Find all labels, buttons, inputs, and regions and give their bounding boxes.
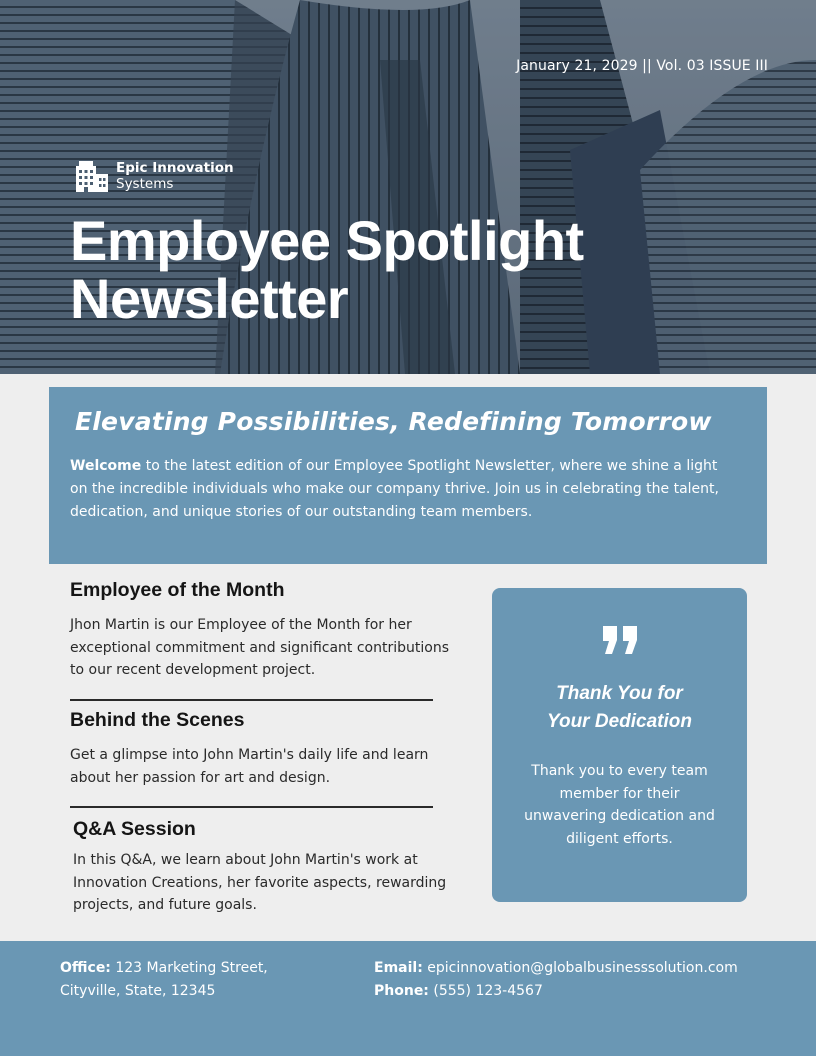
card-title-line2: Your Dedication — [547, 711, 692, 732]
page-title — [70, 209, 584, 330]
section-employee-of-month — [70, 579, 450, 682]
footer-contact — [374, 957, 794, 1003]
issue-date-line: January 21, 2029 || Vol. 03 ISSUE III — [516, 58, 768, 74]
email-label: Email: — [374, 960, 423, 976]
brand-name-line1: Epic Innovation — [116, 160, 234, 176]
hero-banner — [0, 0, 816, 374]
section-title: Q&A Session — [73, 818, 196, 840]
intro-heading: Elevating Possibilities, Redefining Tomorrow — [75, 407, 712, 436]
office-address: 123 Marketing Street, Cityville, State, 12345 — [60, 960, 268, 999]
section-divider — [70, 699, 433, 701]
brand-name — [116, 160, 234, 192]
section-title: Behind the Scenes — [70, 709, 245, 731]
intro-body: to the latest edition of our Employee Spotlight Newsletter, where we shine a light on the incredible individuals who make our company thrive. Join us in celebrating the talent, dedication, and unique stories of our outstanding team members. — [70, 458, 719, 520]
phone-number[interactable]: (555) 123-4567 — [428, 983, 543, 999]
brand-name-line2: Systems — [116, 176, 174, 192]
section-behind-the-scenes — [70, 709, 450, 789]
brand-logo — [74, 158, 234, 194]
phone-label: Phone: — [374, 983, 429, 999]
intro-lead-word: Welcome — [70, 458, 142, 474]
footer-phone — [374, 980, 794, 1003]
quote-icon — [601, 624, 641, 656]
footer-email — [374, 957, 794, 980]
section-title: Employee of the Month — [70, 579, 285, 601]
email-address[interactable]: epicinnovation@globalbusinesssolution.com — [422, 960, 738, 976]
section-body: Jhon Martin is our Employee of the Month for her exceptional commitment and significant contributions to our recent development project. — [70, 617, 449, 678]
card-title — [492, 680, 747, 736]
section-qa-session — [73, 818, 453, 917]
card-title-line1: Thank You for — [556, 683, 683, 704]
section-divider — [70, 806, 433, 808]
card-body: Thank you to every team member for their unwavering dedication and diligent efforts. — [524, 763, 715, 847]
section-body: In this Q&A, we learn about John Martin's work at Innovation Creations, her favorite aspects, rewarding projects, and future goals. — [73, 852, 447, 913]
intro-paragraph — [70, 455, 720, 524]
page-title-line2: Newsletter — [70, 267, 349, 330]
office-label: Office: — [60, 960, 111, 976]
section-body: Get a glimpse into John Martin's daily life and learn about her passion for art and design. — [70, 747, 429, 786]
footer — [0, 941, 816, 1056]
thank-you-card — [492, 588, 747, 902]
intro-panel — [49, 387, 767, 564]
building-icon — [74, 158, 110, 194]
page-title-line1: Employee Spotlight — [70, 209, 584, 272]
footer-office — [60, 957, 320, 1003]
